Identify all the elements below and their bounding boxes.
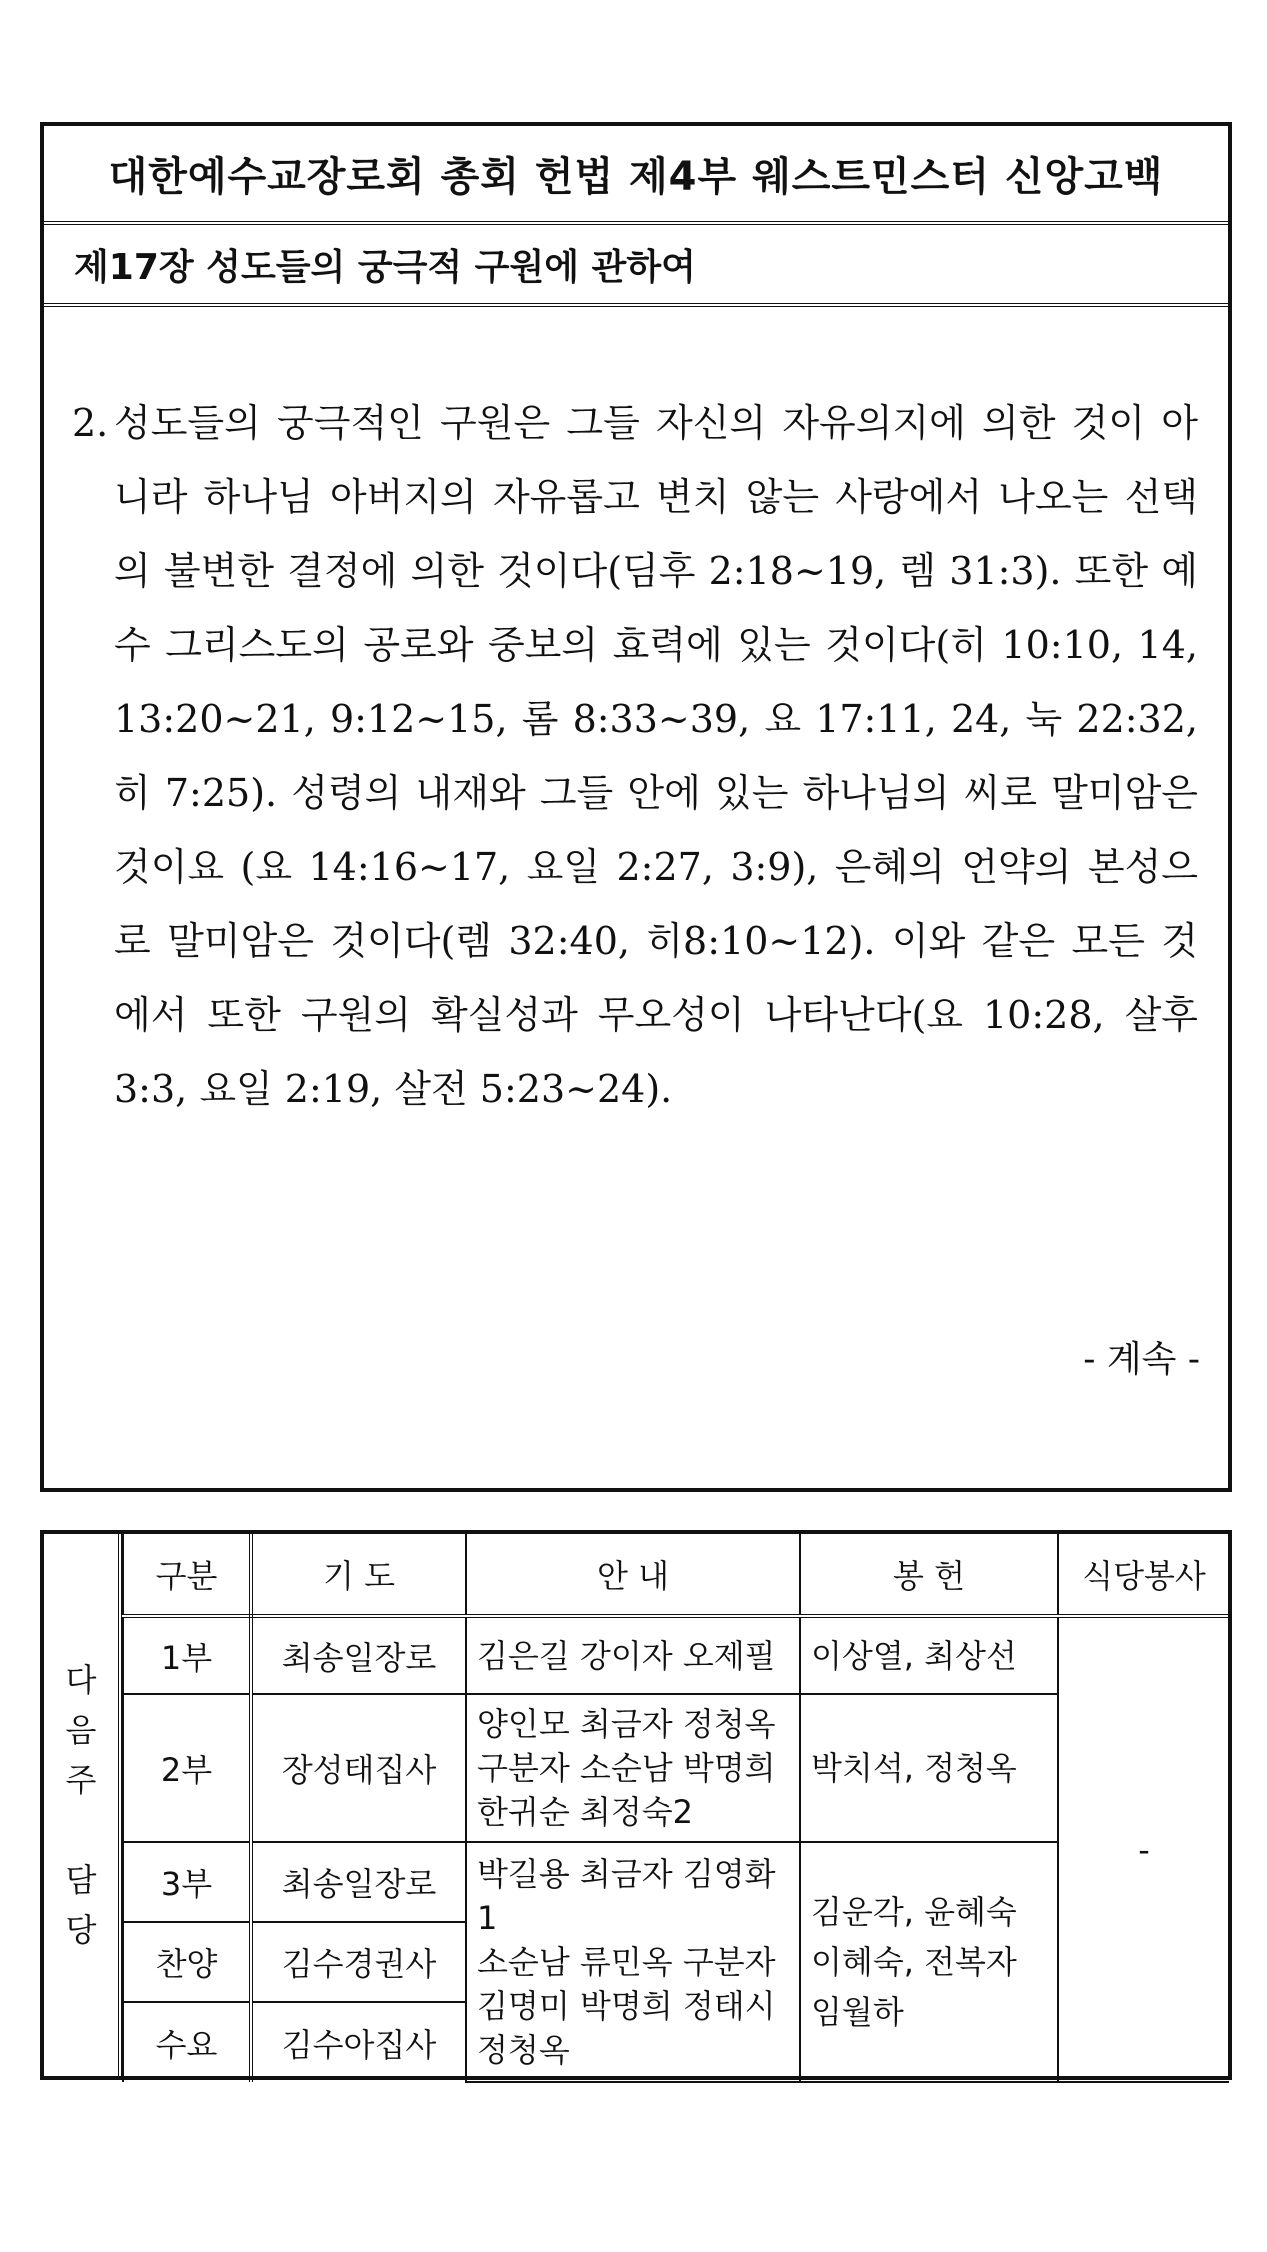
row-guide: 김은길 강이자 오제필 [466,1616,800,1694]
header-offering: 봉 헌 [800,1534,1058,1616]
table-header-row [123,1534,1229,1616]
table-row [123,1616,1229,1694]
side-char: 주 [65,1761,97,1799]
confession-box [40,122,1232,1492]
side-char: 당 [65,1911,97,1949]
row-prayer: 최송일장로 [251,1616,466,1694]
side-char: 음 [65,1711,97,1749]
header-meal: 식당봉사 [1058,1534,1229,1616]
paragraph-number: 2. [72,401,109,445]
row-prayer: 장성태집사 [251,1694,466,1842]
row-prayer: 김수아집사 [251,2002,466,2082]
shared-offering-cell: 김운각, 윤혜숙 이혜숙, 전복자 임월하 [800,1842,1058,2082]
row-offering: 이상열, 최상선 [800,1616,1058,1694]
row-offering: 박치석, 정청옥 [800,1694,1058,1842]
confession-title: 대한예수교장로회 총회 헌법 제4부 웨스트민스터 신앙고백 [44,126,1228,225]
header-prayer: 기 도 [251,1534,466,1616]
row-division: 수요 [123,2002,251,2082]
chapter-heading: 제17장 성도들의 궁극적 구원에 관하여 [44,225,1228,307]
row-division: 찬양 [123,1922,251,2002]
row-division: 2부 [123,1694,251,1842]
shared-guide-cell: 박길용 최금자 김영화1 소순남 류민옥 구분자 김명미 박명희 정태시 정청옥 [466,1842,800,2082]
side-char: 담 [65,1861,97,1899]
header-guide: 안 내 [466,1534,800,1616]
confession-paragraph [72,386,1198,1126]
side-char: 다 [65,1661,97,1699]
row-division: 1부 [123,1616,251,1694]
header-division: 구분 [123,1534,251,1616]
duty-grid [122,1534,1229,2083]
row-prayer: 최송일장로 [251,1842,466,1922]
row-prayer: 김수경권사 [251,1922,466,2002]
row-division: 3부 [123,1842,251,1922]
continued-label: - 계속 - [1083,1339,1200,1380]
row-guide: 양인모 최금자 정청옥 구분자 소순남 박명희 한귀순 최정숙2 [466,1694,800,1842]
duty-side-label [44,1534,122,2076]
meal-service-cell: - [1058,1616,1229,2082]
next-week-duty-table [40,1530,1232,2080]
paragraph-text: 성도들의 궁극적인 구원은 그들 자신의 자유의지에 의한 것이 아니라 하나님 아버지의 자유롭고 변치 않는 사랑에서 나오는 선택의 불변한 결정에 의한 것이다(딤후 2:18~19, 렘 31:3). 또한 예수 그리스도의 공로와 중보의 효력에 있는 것이다(히 10:10, 14, 13:20~21, 9:12~15, 롬 8:33~39, 요 17:11, 24, 눅 22:32, 히 7:25). 성령의 내재와 그들 안에 있는 하나님의 씨로 말미암은 것이요 (요 14:16~17, 요일 2:27, 3:9), 은혜의 언약의 본성으로 말미암은 것이다(렘 32:40, 히8:10~12). 이와 같은 모든 것에서 또한 구원의 확실성과 무오성이 나타난다(요 10:28, 살후 3:3, 요일 2:19, 살전 5:23~24). [114,401,1198,1111]
